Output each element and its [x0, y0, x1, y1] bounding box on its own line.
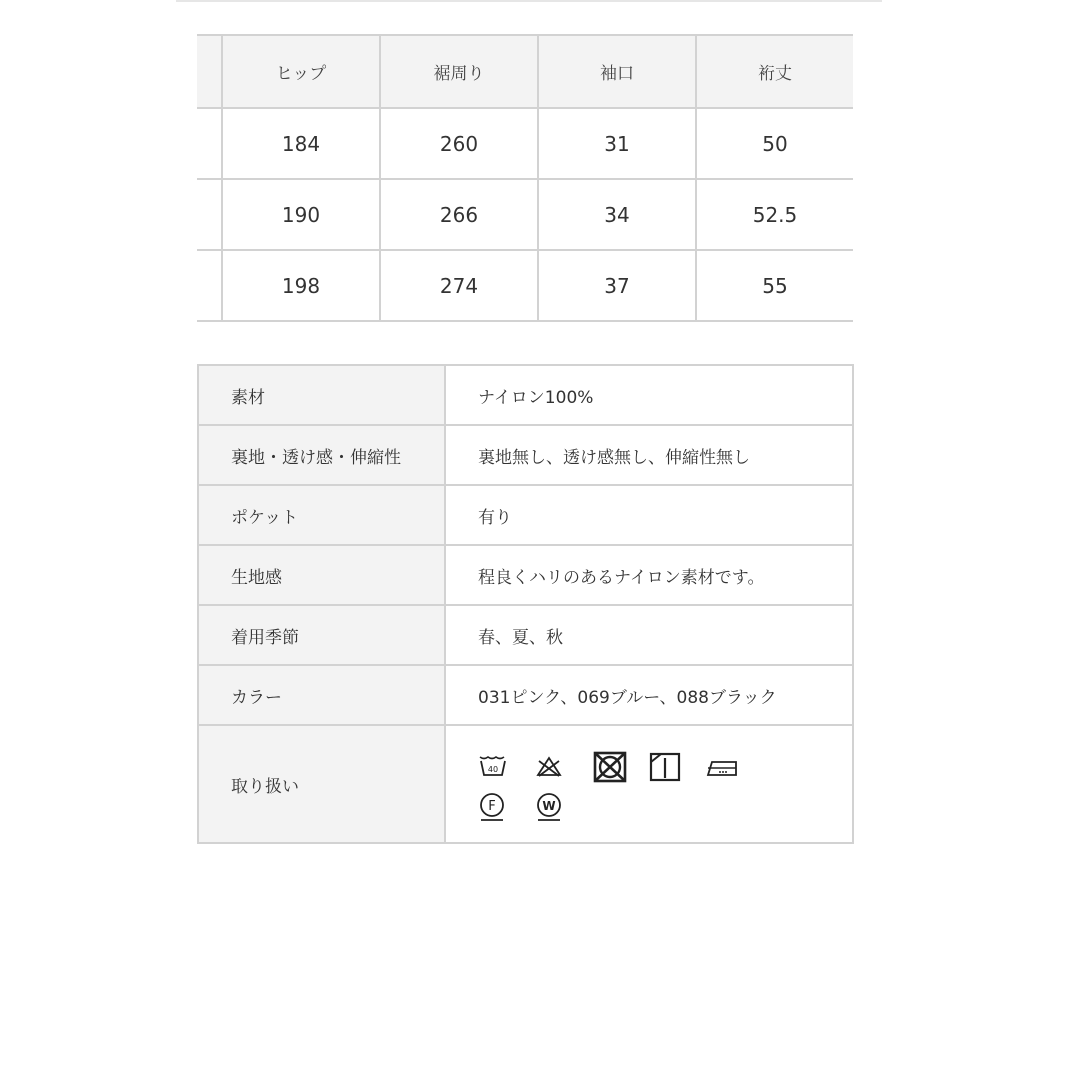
spec-row-color — [198, 665, 853, 725]
size-cell: 274 — [380, 250, 538, 321]
spec-label: 着用季節 — [198, 605, 445, 665]
spec-value: 程良くハリのあるナイロン素材です。 — [445, 545, 853, 605]
size-cell: 198 — [222, 250, 380, 321]
size-cell: 50 — [696, 108, 853, 179]
size-cell: 34 — [538, 179, 696, 250]
size-header-hip: ヒップ — [222, 35, 380, 108]
size-table-header-row — [197, 35, 853, 108]
wash-40-icon — [478, 747, 535, 787]
spec-value: 春、夏、秋 — [445, 605, 853, 665]
spec-row-fabric — [198, 545, 853, 605]
spec-row-material — [198, 365, 853, 425]
care-icons-cell — [445, 725, 853, 843]
iron-low-icon — [706, 747, 763, 787]
care-icons — [478, 741, 818, 827]
size-cell: 260 — [380, 108, 538, 179]
spec-row-lining — [198, 425, 853, 485]
size-cell: 37 — [538, 250, 696, 321]
line-dry-shade-icon — [649, 747, 706, 787]
size-cell: 31 — [538, 108, 696, 179]
spec-label: 裏地・透け感・伸縮性 — [198, 425, 445, 485]
size-table — [197, 34, 853, 322]
size-cell: 52.5 — [696, 179, 853, 250]
spec-value: 031ピンク、069ブルー、088ブラック — [445, 665, 853, 725]
spec-table — [197, 364, 854, 844]
size-cell: 184 — [222, 108, 380, 179]
wet-clean-w-icon — [535, 787, 592, 827]
dry-clean-f-icon — [478, 787, 535, 827]
spec-value: ナイロン100% — [445, 365, 853, 425]
no-bleach-icon — [535, 747, 592, 787]
spec-row-care — [198, 725, 853, 843]
size-table-stub — [197, 108, 222, 179]
no-tumble-dry-icon — [592, 747, 649, 787]
size-table-stub — [197, 250, 222, 321]
size-header-sleeve-length: 裄丈 — [696, 35, 853, 108]
table-row — [197, 250, 853, 321]
table-row — [197, 108, 853, 179]
spec-label: ポケット — [198, 485, 445, 545]
size-header-cuff: 袖口 — [538, 35, 696, 108]
size-table-stub — [197, 35, 222, 108]
wet-clean-letter: W — [542, 799, 556, 813]
size-cell: 55 — [696, 250, 853, 321]
spec-row-pocket — [198, 485, 853, 545]
spec-value: 裏地無し、透け感無し、伸縮性無し — [445, 425, 853, 485]
table-row — [197, 179, 853, 250]
size-cell: 266 — [380, 179, 538, 250]
size-table-stub — [197, 179, 222, 250]
spec-label: 取り扱い — [198, 725, 445, 843]
spec-row-season — [198, 605, 853, 665]
spec-value: 有り — [445, 485, 853, 545]
wash-temp: 40 — [487, 765, 499, 774]
top-divider — [176, 0, 882, 2]
spec-label: 生地感 — [198, 545, 445, 605]
spec-label: 素材 — [198, 365, 445, 425]
size-cell: 190 — [222, 179, 380, 250]
spec-label: カラー — [198, 665, 445, 725]
size-header-hem: 裾周り — [380, 35, 538, 108]
dry-clean-letter: F — [488, 799, 496, 814]
